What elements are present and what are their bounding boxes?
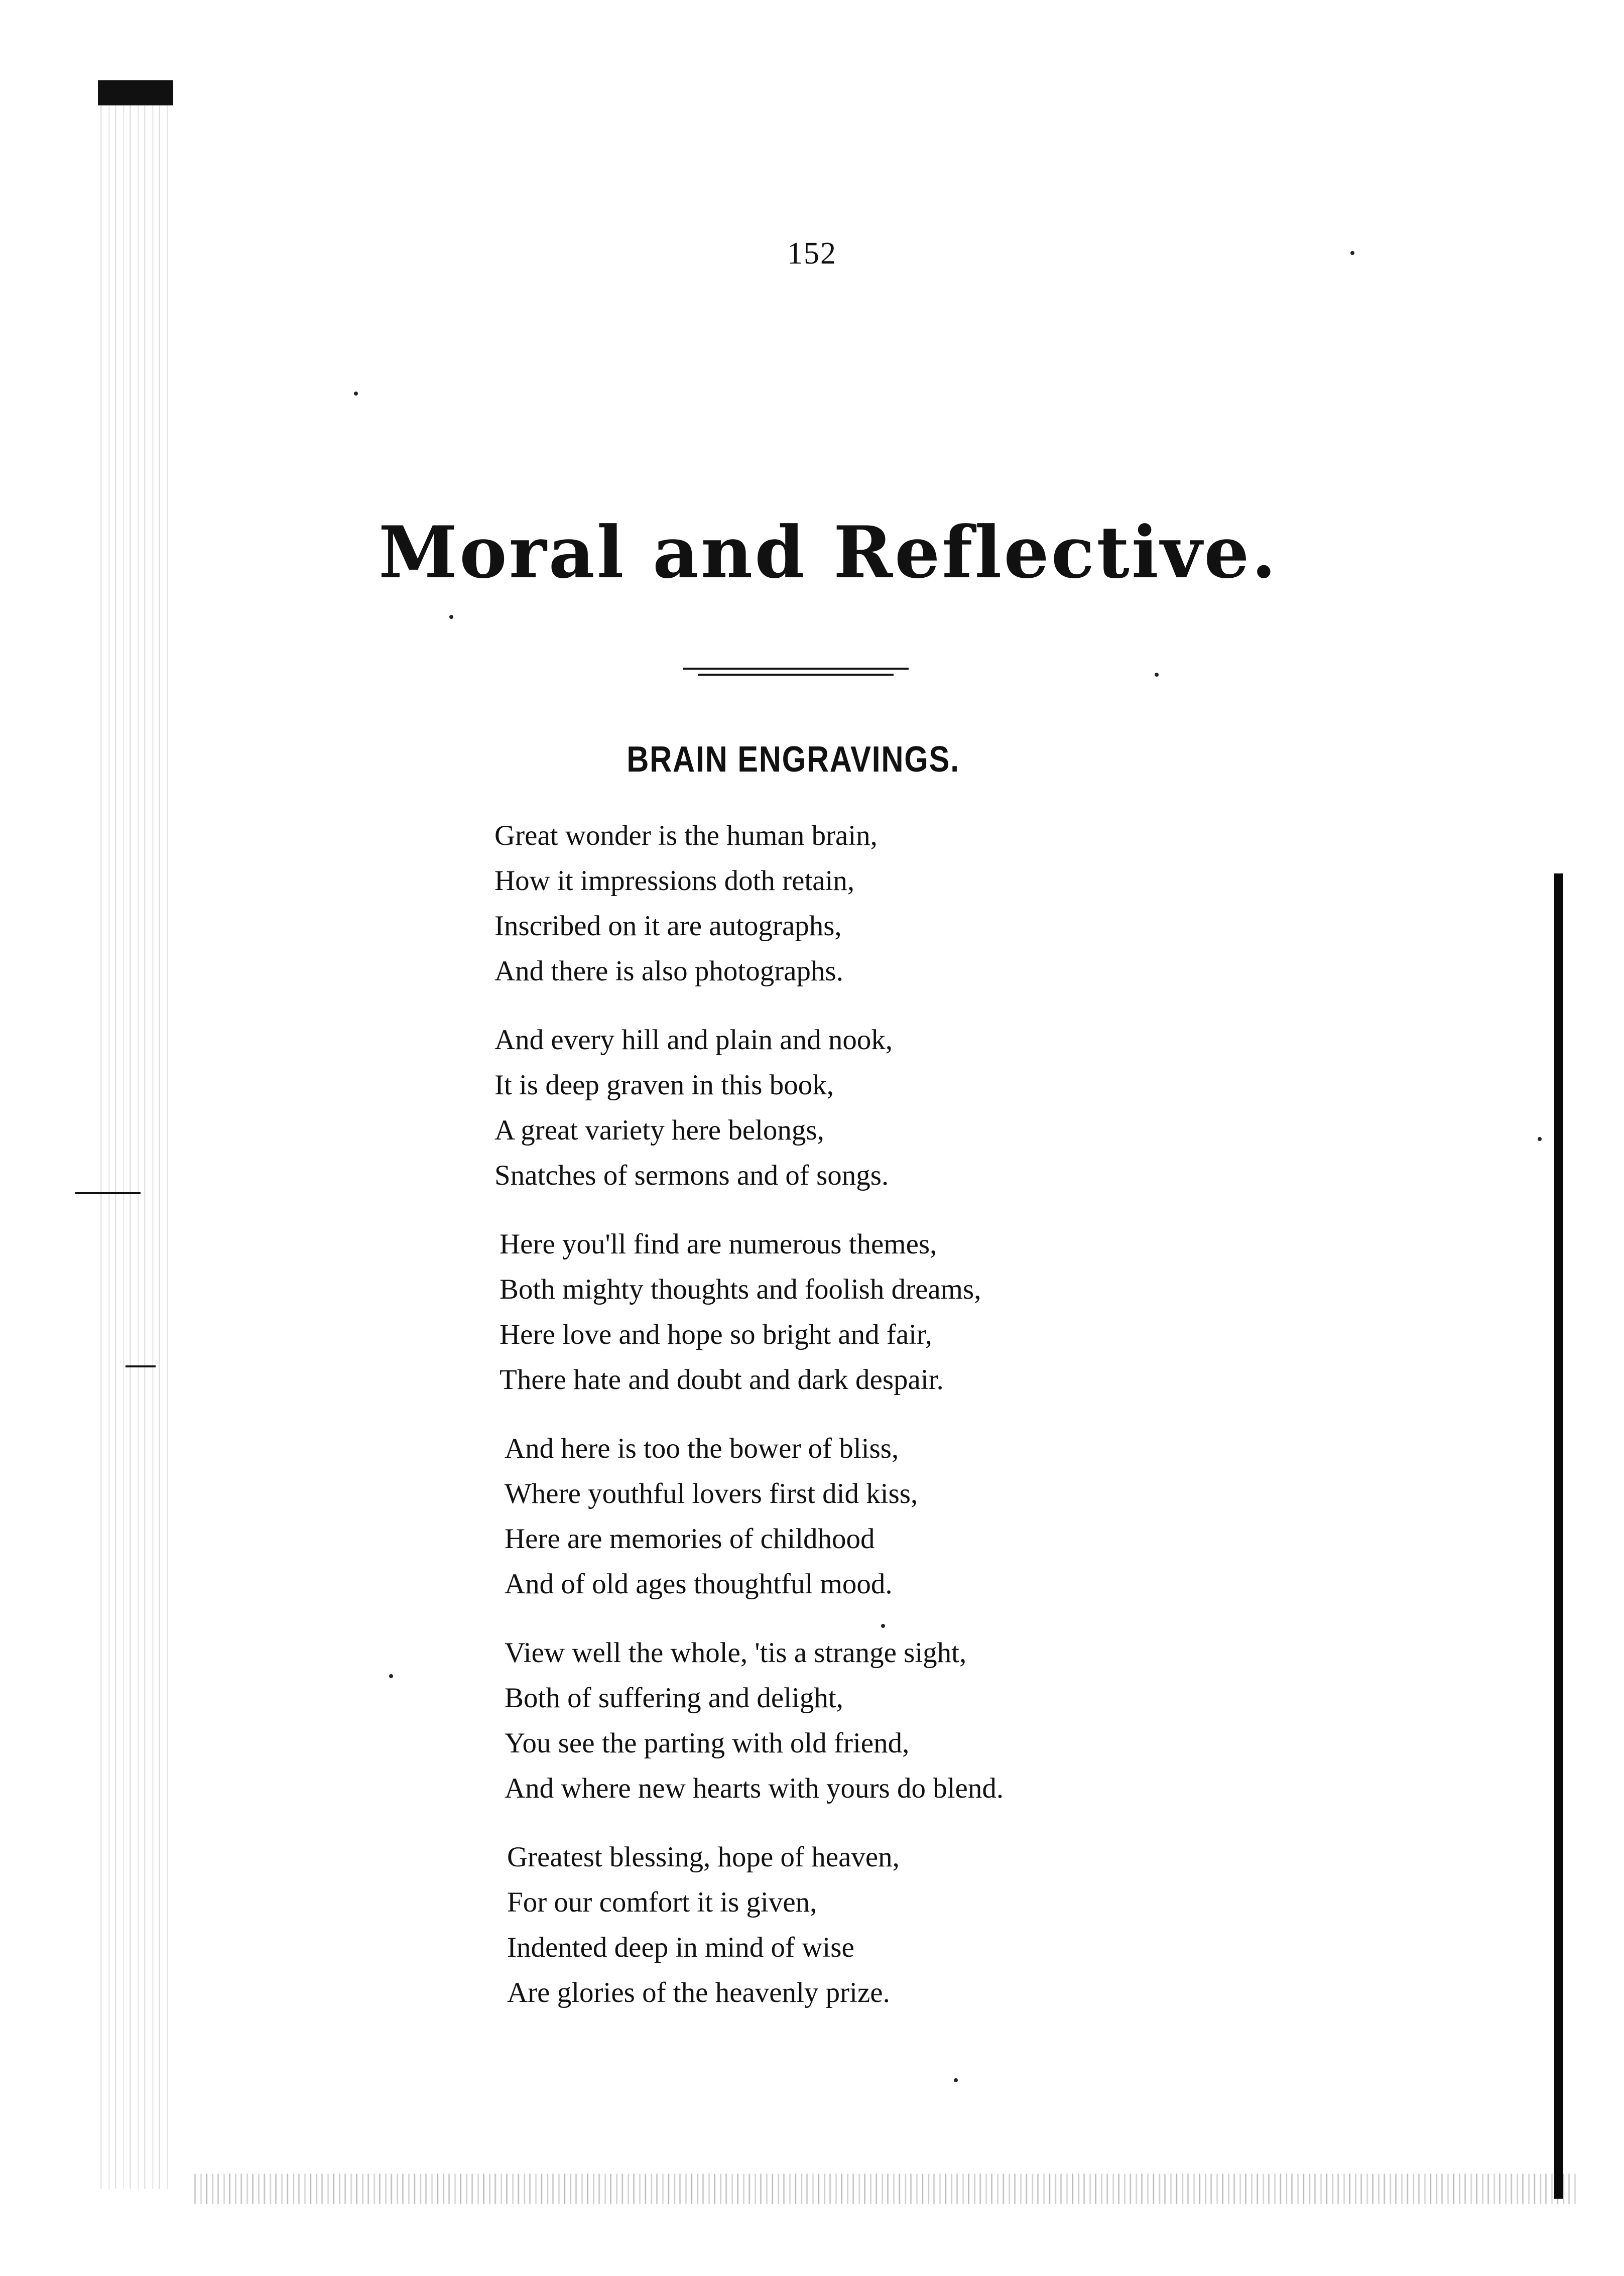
poem-line: And there is also photographs. bbox=[494, 955, 843, 987]
title-ornament-rule bbox=[683, 668, 909, 680]
ornament-line bbox=[683, 668, 909, 670]
poem-line: It is deep graven in this book, bbox=[494, 1069, 834, 1101]
scan-speck bbox=[449, 615, 453, 619]
scan-speck bbox=[354, 392, 358, 396]
stanza bbox=[494, 1018, 1197, 1198]
ornament-line bbox=[698, 674, 894, 676]
poem-title: BRAIN ENGRAVINGS. bbox=[627, 739, 960, 780]
scan-speck bbox=[954, 2078, 958, 2082]
poem-line: Snatches of sermons and of songs. bbox=[494, 1160, 889, 1191]
poem-line: There hate and doubt and dark despair. bbox=[499, 1364, 944, 1396]
poem-line: Great wonder is the human brain, bbox=[494, 820, 878, 851]
right-edge-rule bbox=[1554, 873, 1563, 2199]
poem-line: Indented deep in mind of wise bbox=[507, 1932, 854, 1963]
poem-line: You see the parting with old friend, bbox=[505, 1727, 910, 1759]
poem-line: A great variety here belongs, bbox=[494, 1114, 824, 1146]
poem-line: Where youthful lovers first did kiss, bbox=[505, 1478, 918, 1509]
poem-line: And here is too the bower of bliss, bbox=[505, 1433, 899, 1464]
poem-line: Greatest blessing, hope of heaven, bbox=[507, 1841, 900, 1873]
poem-line: For our comfort it is given, bbox=[507, 1886, 817, 1918]
binding-tick-mark bbox=[126, 1365, 156, 1367]
poem-line: Inscribed on it are autographs, bbox=[494, 910, 842, 942]
poem-line: Here you'll find are numerous themes, bbox=[499, 1228, 937, 1260]
stanza bbox=[494, 1835, 1197, 2015]
poem-line: How it impressions doth retain, bbox=[494, 865, 855, 897]
poem-line: View well the whole, 'tis a strange sight, bbox=[505, 1637, 967, 1669]
stanza bbox=[494, 1222, 1197, 1403]
page-number: 152 bbox=[787, 236, 837, 271]
poem-line: Here are memories of childhood bbox=[505, 1523, 875, 1555]
poem-line: Are glories of the heavenly prize. bbox=[507, 1977, 890, 2008]
stanza bbox=[494, 813, 1197, 994]
binding-top-mark bbox=[98, 80, 173, 105]
poem-body bbox=[494, 813, 1197, 2039]
binding-edge bbox=[95, 80, 171, 2189]
stanza bbox=[494, 1630, 1197, 1811]
stanza bbox=[494, 1426, 1197, 1607]
section-title: Moral and Reflective. bbox=[378, 511, 1279, 594]
bottom-scan-noise bbox=[191, 2174, 1576, 2204]
poem-line: And of old ages thoughtful mood. bbox=[505, 1568, 893, 1600]
poem-line: Both of suffering and delight, bbox=[505, 1682, 843, 1714]
poem-line: Both mighty thoughts and foolish dreams, bbox=[499, 1274, 981, 1305]
scan-speck bbox=[1538, 1137, 1542, 1141]
binding-tick-mark bbox=[75, 1192, 141, 1194]
poem-line: Here love and hope so bright and fair, bbox=[499, 1319, 932, 1350]
scan-speck bbox=[1155, 673, 1159, 677]
poem-line: And every hill and plain and nook, bbox=[494, 1024, 893, 1056]
poem-line: And where new hearts with yours do blend. bbox=[505, 1773, 1004, 1804]
scan-speck bbox=[389, 1674, 393, 1678]
